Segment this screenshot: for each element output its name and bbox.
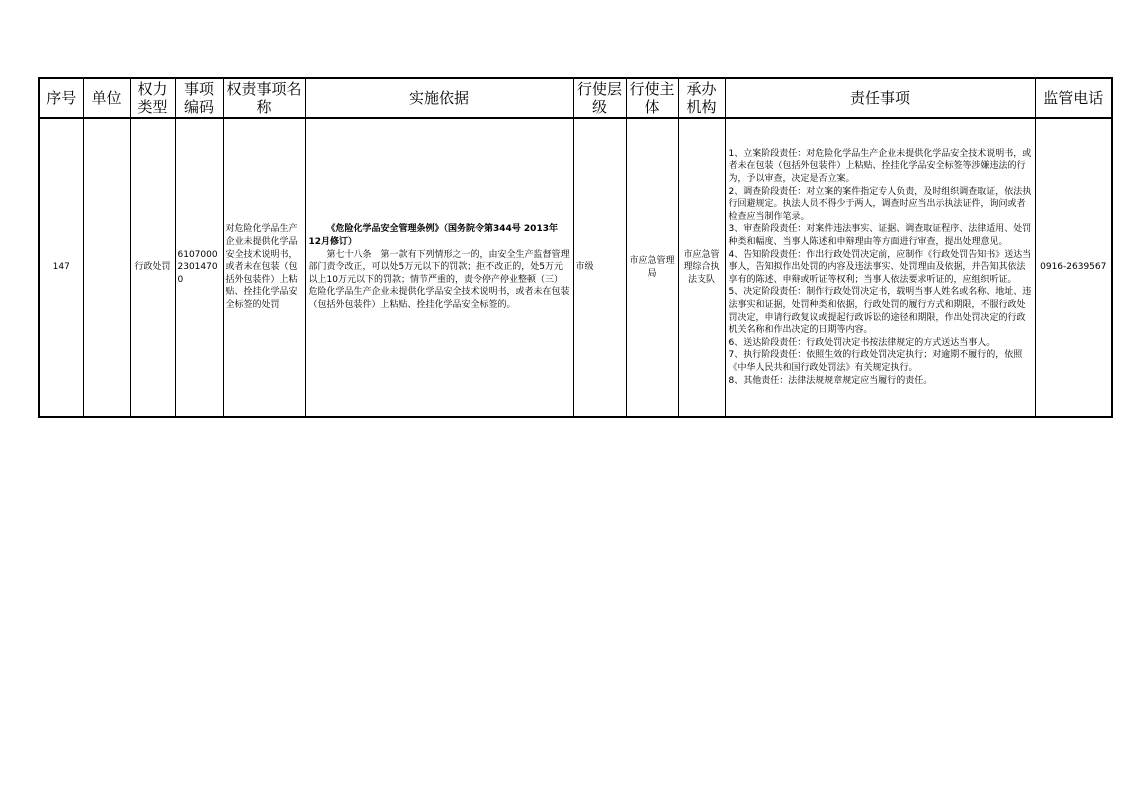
duty-item: 3、审查阶段责任：对案件违法事实、证据、调查取证程序、法律适用、处罚种类和幅度、当事人陈述和申辩理由等方面进行审查，提出处理意见。 [728, 224, 1032, 248]
header-power-type: 权力类型 [130, 78, 175, 118]
header-item-code: 事项编码 [175, 78, 223, 118]
cell-unit [83, 118, 130, 417]
header-row [39, 78, 1112, 118]
header-subject: 行使主体 [626, 78, 678, 118]
duty-item: 8、其他责任：法律法规规章规定应当履行的责任。 [728, 375, 933, 386]
duty-item: 1、立案阶段责任：对危险化学品生产企业未提供化学品安全技术说明书，或者未在包装（包括外包装件）上粘贴、拴挂化学品安全标签等涉嫌违法的行为，予以审查，决定是否立案。 [728, 148, 1032, 185]
header-duties: 责任事项 [725, 78, 1035, 118]
duty-item: 2、调查阶段责任：对立案的案件指定专人负责，及时组织调查取证，依法执行回避规定。执法人员不得少于两人，调查时应当出示执法证件，询问或者检查应当制作笔录。 [728, 186, 1032, 222]
basis-body: 第七十八条 第一款有下列情形之一的，由安全生产监督管理部门责令改正，可以处5万元以下的罚款；拒不改正的，处5万元以上10万元以下的罚款；情节严重的，责令停产停业整顿（三）危险化学品生产企业未提供化学品安全技术说明书，或者未在包装（包括外包装件）上粘贴、拴挂化学品安全标签的。 [308, 249, 570, 310]
basis-title: 《危险化学品安全管理条例》（国务院令第344号 2013年12月修订） [308, 224, 558, 248]
header-unit: 单位 [83, 78, 130, 118]
duty-item: 5、决定阶段责任：制作行政处罚决定书，载明当事人姓名或名称、地址、违法事实和证据，处罚种类和依据，行政处罚的履行方式和期限，不服行政处罚决定，申请行政复议或提起行政诉讼的途径和期限，作出处罚决定的行政机关名称和作出决定的日期等内容。 [728, 287, 1032, 336]
cell-subject: 市应急管理局 [626, 118, 678, 417]
table-row [39, 118, 1112, 417]
header-item-name: 权责事项名称 [223, 78, 305, 118]
duty-item: 4、告知阶段责任：作出行政处罚决定前，应制作《行政处罚告知书》送达当事人，告知拟作出处罚的内容及违法事实、处罚理由及依据，并告知其依法享有的陈述、申辩或听证等权利；当事人依法要求听证的，应组织听证。 [728, 249, 1032, 285]
cell-power-type: 行政处罚 [130, 118, 175, 417]
responsibility-table [38, 77, 1113, 418]
cell-item-name: 对危险化学品生产企业未提供化学品安全技术说明书，或者未在包装（包括外包装件）上粘贴、拴挂化学品安全标签的处罚 [223, 118, 305, 417]
cell-level: 市级 [573, 118, 626, 417]
duty-item: 7、执行阶段责任：依照生效的行政处罚决定执行；对逾期不履行的，依照《中华人民共和国行政处罚法》有关规定执行。 [728, 350, 1023, 373]
header-seq: 序号 [39, 78, 83, 118]
cell-seq: 147 [39, 118, 83, 417]
header-agency: 承办机构 [678, 78, 725, 118]
cell-agency: 市应急管理综合执法支队 [678, 118, 725, 417]
cell-basis [305, 118, 573, 417]
cell-phone: 0916-2639567 [1035, 118, 1112, 417]
cell-duties [725, 118, 1035, 417]
cell-item-code: 610700023014700 [175, 118, 223, 417]
header-basis: 实施依据 [305, 78, 573, 118]
header-level: 行使层级 [573, 78, 626, 118]
duty-item: 6、送达阶段责任：行政处罚决定书按法律规定的方式送达当事人。 [728, 337, 996, 348]
header-phone: 监管电话 [1035, 78, 1112, 118]
